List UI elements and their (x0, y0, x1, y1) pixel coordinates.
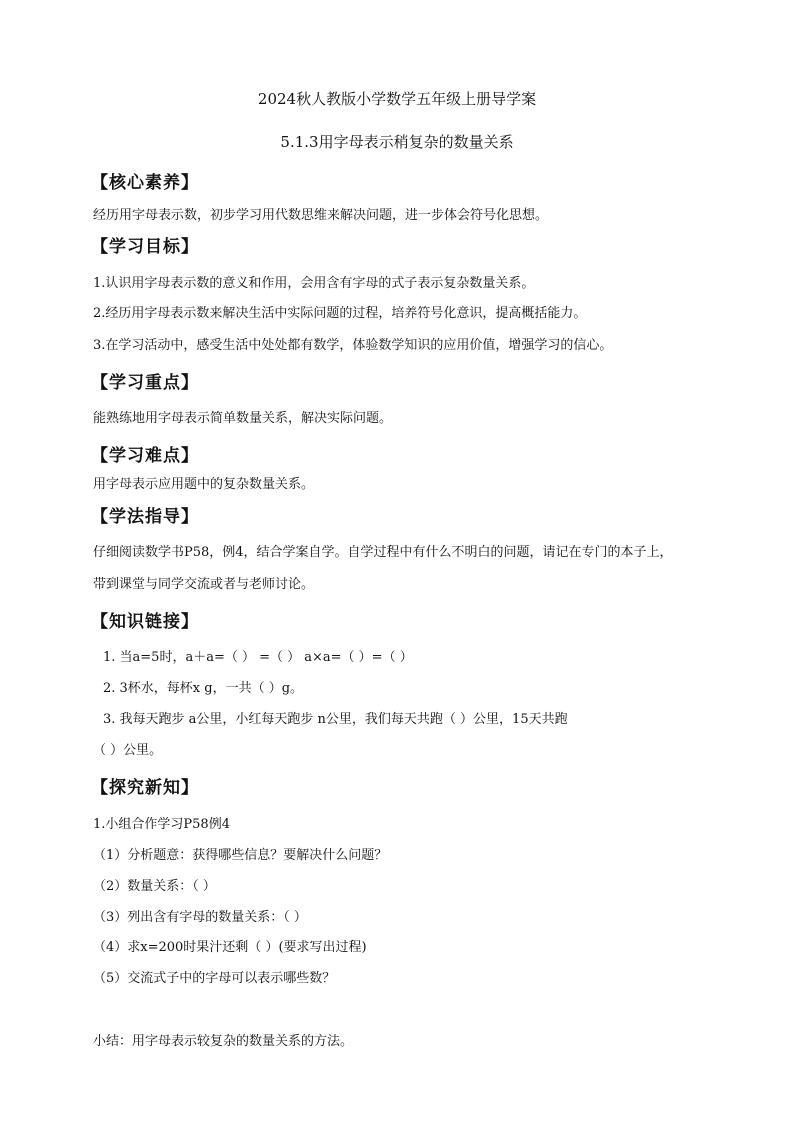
goal-item-3: 3.在学习活动中，感受生活中处处都有数学，体验数学知识的应用价值，增强学习的信心。 (93, 338, 613, 353)
link-item-2: 2. 3杯水，每杯x g，一共（ ）g。 (103, 681, 304, 696)
link-item-3-line-2: （ ）公里。 (93, 743, 163, 758)
explore-step-1: （1）分析题意：获得哪些信息？要解决什么问题？ (93, 848, 388, 863)
section-heading-core: 【核心素养】 (91, 173, 199, 193)
explore-step-3: （3）列出含有字母的数量关系：（ ） (93, 910, 307, 925)
section-heading-key: 【学习重点】 (91, 373, 199, 393)
link-item-3-line-1: 3. 我每天跑步 a公里，小红每天跑步 n公里，我们每天共跑（ ）公里，15天共跑 (103, 712, 568, 727)
document-title: 2024秋人教版小学数学五年级上册导学案 (257, 90, 537, 108)
section-heading-links: 【知识链接】 (91, 612, 199, 632)
explore-summary: 小结：用字母表示较复杂的数量关系的方法。 (93, 1034, 354, 1049)
method-text-line-2: 带到课堂与同学交流或者与老师讨论。 (93, 577, 315, 592)
explore-intro: 1.小组合作学习P58例4 (93, 817, 230, 832)
method-text-line-1: 仔细阅读数学书P58，例4，结合学案自学。自学过程中有什么不明白的问题，请记在专门的本子上， (93, 545, 673, 560)
section-heading-method: 【学法指导】 (91, 507, 199, 527)
explore-step-2: （2）数量关系：（ ） (93, 879, 216, 894)
section-heading-difficulty: 【学习难点】 (91, 446, 199, 466)
difficulty-text: 用字母表示应用题中的复杂数量关系。 (93, 477, 315, 492)
core-text: 经历用字母表示数，初步学习用代数思维来解决问题，进一步体会符号化思想。 (93, 208, 549, 223)
section-heading-explore: 【探究新知】 (91, 778, 199, 798)
goal-item-2: 2.经历用字母表示数来解决生活中实际问题的过程，培养符号化意识，提高概括能力。 (93, 306, 587, 321)
lesson-title: 5.1.3用字母表示稍复杂的数量关系 (280, 133, 514, 151)
goal-item-1: 1.认识用字母表示数的意义和作用，会用含有字母的式子表示复杂数量关系。 (93, 276, 535, 291)
explore-step-5: （5）交流式子中的字母可以表示哪些数？ (93, 971, 336, 986)
section-heading-goals: 【学习目标】 (91, 237, 199, 257)
key-text: 能熟练地用字母表示简单数量关系，解决实际问题。 (93, 411, 393, 426)
link-item-1: 1. 当a=5时，a＋a=（ ） =（ ） a×a=（ ）=（ ） (103, 650, 413, 665)
explore-step-4: （4）求x=200时果汁还剩（ ）(要求写出过程) (93, 940, 367, 955)
